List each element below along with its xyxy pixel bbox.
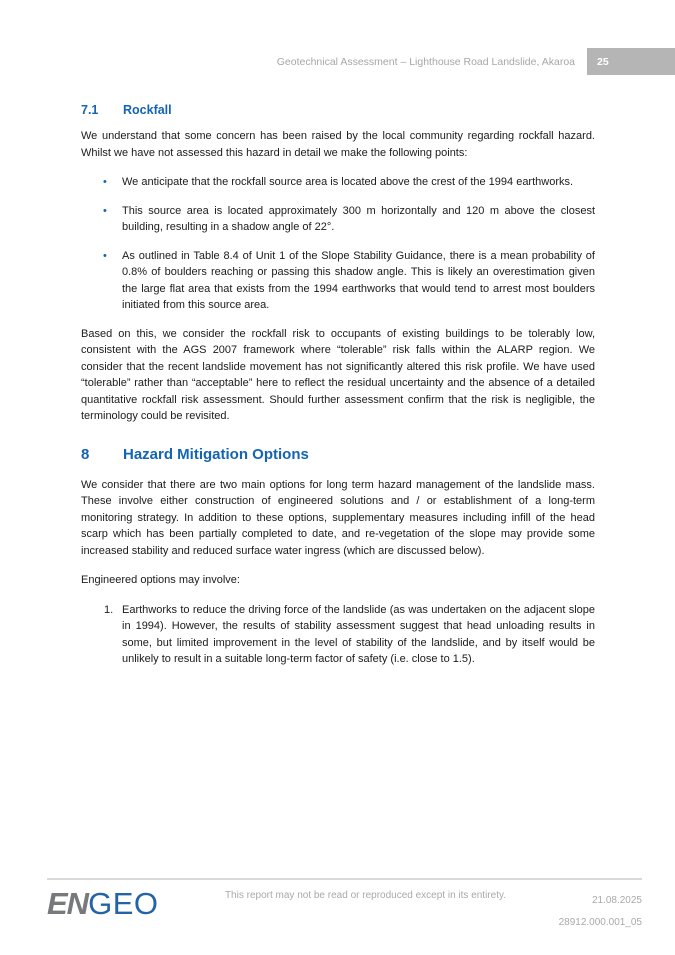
list-item-text: As outlined in Table 8.4 of Unit 1 of the Slope Stability Guidance, there is a mean probability of 0.8% of boulders reaching or passing this shadow angle. This is likely an overestimation given the large flat area that exists from the 1994 earthworks that would tend to arrest most boulders initiated from this source area.: [122, 249, 595, 311]
section-title: Hazard Mitigation Options: [123, 445, 309, 463]
header-title: Geotechnical Assessment – Lighthouse Road Landslide, Akaroa: [276, 55, 575, 68]
document-body: [81, 103, 595, 668]
section-heading-rockfall: [81, 103, 595, 118]
footer-date: 21.08.2025: [591, 895, 642, 906]
numbered-list-item: [81, 602, 595, 668]
engeo-logo-geo: GEO: [88, 886, 159, 921]
list-item-text: Earthworks to reduce the driving force of the landslide (as was undertaken on the adjacent slope in 1994). However, the results of stability assessment suggest that head unloading results in some, but limited improvement in the level of stability of the landslide, and by itself would be unlikely to result in a suitable long-term factor of safety (i.e. close to 1.5).: [122, 603, 595, 665]
list-item-text: We anticipate that the rockfall source area is located above the crest of the 1994 earthworks.: [122, 176, 574, 188]
list-item: [81, 248, 595, 314]
list-item: [81, 174, 595, 191]
list-item: [81, 203, 595, 236]
page-header: [0, 48, 675, 75]
footer-disclaimer: This report may not be read or reproduced except in its entirety.: [224, 890, 507, 901]
paragraph-mitigation-options: We consider that there are two main options for long term hazard management of the landslide mass. These involve either construction of engineered solutions and / or establishment of a long-term monitoring strategy. In addition to these options, supplementary measures including infill of the head scarp which has been partially completed to date, and re-vegetation of the slope may provide some increased stability and reduced surface water ingress (which are discussed below).: [81, 478, 595, 557]
bullet-icon: •: [103, 176, 107, 188]
section-number: 8: [81, 445, 90, 463]
list-item-text: This source area is located approximately 300 m horizontally and 120 m above the closest building, resulting in a shadow angle of 22°.: [122, 204, 595, 233]
list-item-number: 1.: [104, 603, 114, 616]
section-heading-mitigation: [81, 446, 595, 464]
footer-divider: [47, 878, 642, 880]
page-footer: [47, 884, 642, 934]
paragraph-rockfall-closing: Based on this, we consider the rockfall risk to occupants of existing buildings to be tolerably low, consistent with the AGS 2007 framework where “tolerable” risk falls within the ALARP region. We consider that the recent landslide movement has not significantly altered this risk profile. We have used “tolerable” rather than “acceptable” here to reflect the residual uncertainty and the absence of a detailed quantitative rockfall risk assessment. Should further assessment confirm that the risk is negligible, the terminology could be revisited.: [81, 327, 595, 422]
paragraph-engineered-options: Engineered options may involve:: [81, 574, 240, 586]
engeo-logo: [47, 884, 207, 924]
section-title: Rockfall: [123, 103, 172, 117]
bullet-icon: •: [103, 204, 107, 217]
paragraph-rockfall-intro: We understand that some concern has been raised by the local community regarding rockfall hazard. Whilst we have not assessed this hazard in detail we make the following points:: [81, 130, 595, 159]
footer-meta: [524, 884, 642, 934]
engeo-logo-en: EN: [47, 886, 89, 921]
rockfall-bullet-list: [81, 174, 595, 314]
footer-document-number: 28912.000.001_05: [558, 917, 642, 928]
bullet-icon: •: [103, 249, 107, 262]
section-number: 7.1: [81, 103, 99, 117]
page-number-badge: 25: [587, 48, 675, 75]
